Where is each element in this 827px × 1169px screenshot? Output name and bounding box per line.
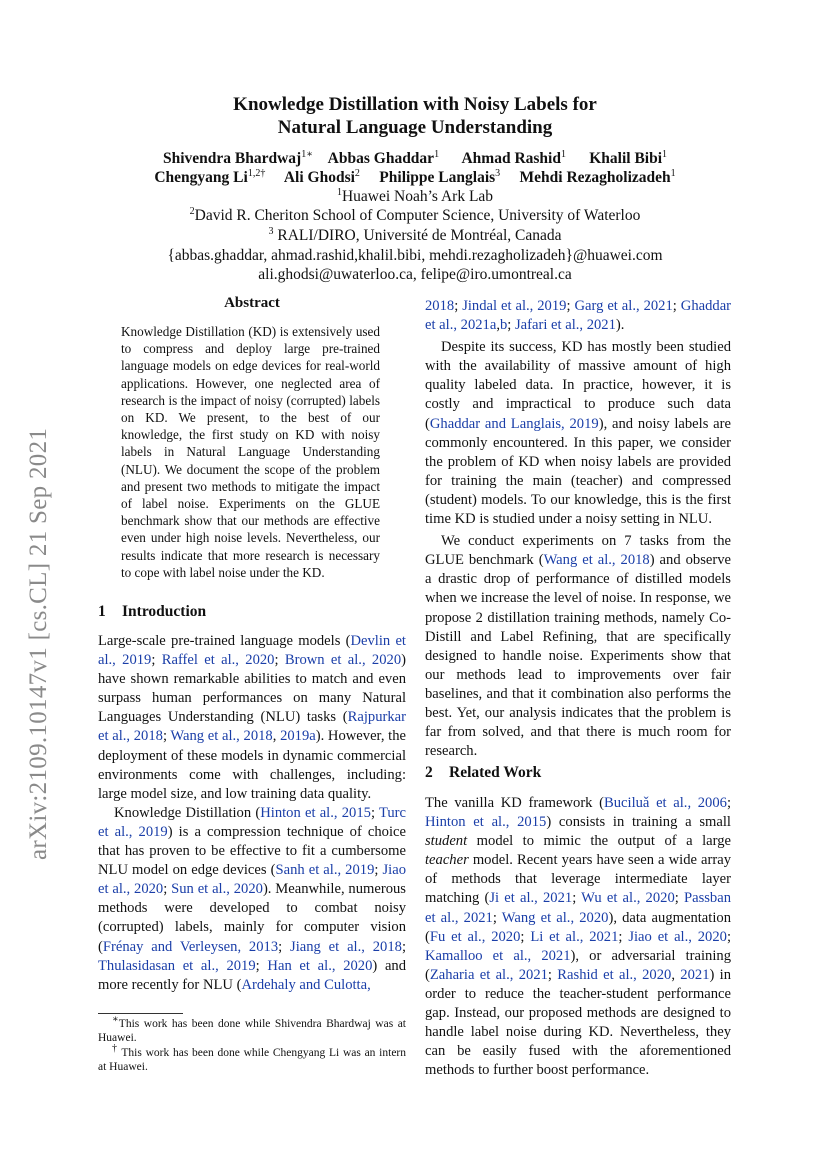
citation-link[interactable]: Wang et al., 2020: [501, 909, 609, 926]
affiliation-2: $^2$David R. Cheriton School of Computer Science, University of Waterloo: [189, 205, 641, 224]
section-heading-related-work: 2 Related Work: [425, 764, 542, 781]
citation-link[interactable]: Jindal et al., 2019: [462, 298, 567, 314]
citation-link[interactable]: Thulasidasan et al., 2019: [98, 957, 256, 974]
citation-link[interactable]: Jiao et al., 2020: [628, 928, 727, 945]
right-column-upper: [425, 297, 731, 761]
title-line-2: Natural Language Understanding: [277, 117, 553, 138]
paragraph: We conduct experiments on 7 tasks from the GLUE benchmark (Wang et al., 2018) and observe a drastic drop of performance of distilled models when we increase the level of noise. In response, we propose 2 distillation training methods, namely Co-Distill and Label Refining, that are specifically designed to handle noise. Experiments show that our methods lead to improvements over fair baselines, and that it combination also performs the best. Yet, our analysis indicates that the problem is far from solved, and that there is much room for research.: [425, 533, 731, 760]
affiliation-3: $^3$ RALI/DIRO, Université de Montréal, Canada: [268, 225, 562, 244]
author-name: Abbas Ghaddar: [327, 150, 435, 167]
paragraph: Knowledge Distillation (Hinton et al., 2015; Turc et al., 2019) is a compression technique of choice that has proven to be effective to fit a cumbersome NLU model on edge devices (Sanh et al., 2019; Jiao et al., 2020; Sun et al., 2020). Meanwhile, numerous methods were developed to combat noisy (corrupted) labels, mainly for computer vision (Frénay and Verleysen, 2013; Jiang et al., 2018; Thulasidasan et al., 2019; Han et al., 2020) and more recently for NLU (Ardehaly and Culotta,: [98, 804, 407, 993]
citation-link[interactable]: Frénay and Verleysen, 2013: [102, 938, 279, 955]
citation-link[interactable]: Ghaddar and Langlais, 2019: [429, 415, 599, 432]
author-name: Chengyang Li: [154, 169, 248, 186]
title-line-1: Knowledge Distillation with Noisy Labels for: [233, 94, 597, 115]
paragraph: Despite its success, KD has mostly been studied with the availability of massive amount of high quality labeled data. In practice, however, it is costly and impractical to produce such data (Ghaddar and Langlais, 2019), and noisy labels are commonly encountered. In this paper, we consider the problem of KD when noisy labels are provided for training the main (teacher) and compressed (student) models. To our knowledge, this is the first time KD is studied under a noisy setting in NLU.: [425, 339, 731, 528]
citation-link[interactable]: 2018: [425, 298, 455, 314]
arxiv-identifier: arXiv:2109.10147v1 [cs.CL] 21 Sep 2021: [25, 427, 52, 860]
paper-title: [90, 93, 740, 139]
paragraph: The vanilla KD framework (Buciluǎ et al., 2006; Hinton et al., 2015) consists in training a small student model to mimic the output of a large teacher model. Recent years have seen a wide array of methods that leverage intermediate layer matching (Ji et al., 2021; Wu et al., 2020; Passban et al., 2021; Wang et al., 2020), data augmentation (Fu et al., 2020; Li et al., 2021; Jiao et al., 2020; Kamalloo et al., 2021), or adversarial training (Zaharia et al., 2021; Rashid et al., 2020, 2021) in order to reduce the teacher-student performance gap. Instead, our proposed methods are designed to handle label noise during KD. Nevertheless, they can be easily fused with the aforementioned methods to further boost performance.: [425, 795, 732, 1079]
introduction-body: [98, 632, 406, 995]
citation-link[interactable]: Ardehaly and Culotta,: [241, 976, 371, 993]
citation-link[interactable]: Li et al., 2021: [530, 928, 619, 945]
author-line-2: Chengyang $Li^{1,2\dagger}$ Ali Ghodsi$^2$ Philippe Langlais$^3$ Mehdi Rezagholizadeh$^1$: [154, 167, 676, 186]
citation-link[interactable]: Passban et al., 2021: [425, 890, 732, 926]
paragraph: 2018; Jindal et al., 2019; Garg et al., 2021; Ghaddar et al., 2021a,b; Jafari et al., 2021).: [425, 298, 732, 334]
citation-link[interactable]: Buciluǎ et al., 2006: [604, 795, 727, 811]
citation-link[interactable]: Hinton et al., 2015: [260, 804, 371, 821]
footnote-rule: [98, 1013, 183, 1014]
citation-link[interactable]: Rajpurkar et al., 2018: [98, 709, 406, 745]
citation-link[interactable]: Garg et al., 2021: [574, 298, 673, 314]
related-work-body: [425, 794, 731, 1080]
author-name: Ali Ghodsi: [283, 169, 355, 186]
citation-link[interactable]: 2019a: [280, 728, 316, 745]
citation-link[interactable]: Brown et al., 2020: [284, 652, 402, 669]
citation-link[interactable]: Sun et al., 2020: [171, 881, 263, 898]
citation-link[interactable]: Jiao et al., 2020: [98, 862, 406, 898]
citation-link[interactable]: Turc et al., 2019: [98, 804, 406, 840]
author-name: Philippe Langlais: [379, 169, 496, 186]
citation-link[interactable]: Kamalloo et al., 2021: [425, 947, 571, 964]
citation-link[interactable]: Fu et al., 2020: [429, 928, 521, 945]
citation-link[interactable]: Sanh et al., 2019: [275, 862, 375, 879]
citation-link[interactable]: Han et al., 2020: [267, 957, 373, 974]
citation-link[interactable]: Wang et al., 2018: [543, 552, 650, 569]
email-line-1: {abbas.ghaddar, ahmad.rashid,khalil.bibi, mehdi.rezagholizadeh}@huawei.com: [167, 247, 663, 264]
paragraph: Large-scale pre-trained language models (Devlin et al., 2019; Raffel et al., 2020; Brown et al., 2020) have shown remarkable abilities to match and even surpass human performances on many Natural Languages Understanding (NLU) tasks (Rajpurkar et al., 2018; Wang et al., 2018, 2019a). However, the deployment of these models in dynamic commercial environments come with challenges, including: large model size, and low training data quality.: [98, 633, 406, 802]
citation-link[interactable]: Rashid et al., 2020: [557, 966, 672, 983]
email-line-2: ali.ghodsi@uwaterloo.ca, felipe@iro.umontreal.ca: [258, 266, 572, 283]
section-heading-introduction: 1 Introduction: [98, 603, 207, 620]
footnote-1: ∗This work has been done while Shivendra Bhardwaj was at Huawei.: [98, 1014, 406, 1044]
author-name: Ahmad Rashid: [461, 150, 561, 167]
citation-link[interactable]: Devlin et al., 2019: [98, 633, 406, 669]
citation-link[interactable]: 2021: [680, 966, 710, 983]
citation-link[interactable]: Hinton et al., 2015: [425, 814, 547, 831]
citation-link[interactable]: Raffel et al., 2020: [161, 652, 275, 669]
citation-link[interactable]: Wang et al., 2018: [170, 728, 273, 745]
citation-link[interactable]: Ji et al., 2021: [489, 890, 573, 907]
abstract-body: Knowledge Distillation (KD) is extensively used to compress and deploy large pre-trained language models on edge devices for real-world applications. However, one neglected area of research is the impact of noisy (corrupted) labels on KD. We present, to the best of our knowledge, the first study on KD with noisy labels in Natural Language Understanding (NLU). We document the scope of the problem and present two methods to mitigate the impact of label noise. Experiments on the GLUE benchmark show that our methods are effective even under high noise levels. Nevertheless, our results indicate that more research is necessary to cope with label noise under the KD.: [121, 324, 380, 580]
citation-link[interactable]: Jafari et al., 2021: [514, 317, 616, 334]
affiliation-1: $^1$Huawei Noah’s Ark Lab: [336, 186, 494, 205]
footnote-2: † This work has been done while Chengyang Li was an intern at Huawei.: [98, 1043, 406, 1073]
citation-link[interactable]: b: [499, 317, 508, 334]
citation-link[interactable]: Zaharia et al., 2021: [429, 966, 548, 983]
abstract-heading: Abstract: [224, 295, 280, 311]
citation-link[interactable]: Ghaddar et al., 2021a: [425, 298, 732, 334]
author-name: Mehdi Rezagholizadeh: [519, 169, 671, 186]
author-line-1: Shivendra Bhardwaj$^{1∗}$ Abbas Ghaddar$^1$ Ahmad Rashid$^1$ Khalil Bibi$^1$: [162, 148, 668, 167]
citation-link[interactable]: Wu et al., 2020: [581, 890, 675, 907]
author-name: Shivendra Bhardwaj: [162, 150, 302, 167]
citation-link[interactable]: Jiang et al., 2018: [290, 938, 402, 955]
author-name: Khalil Bibi: [589, 150, 663, 167]
